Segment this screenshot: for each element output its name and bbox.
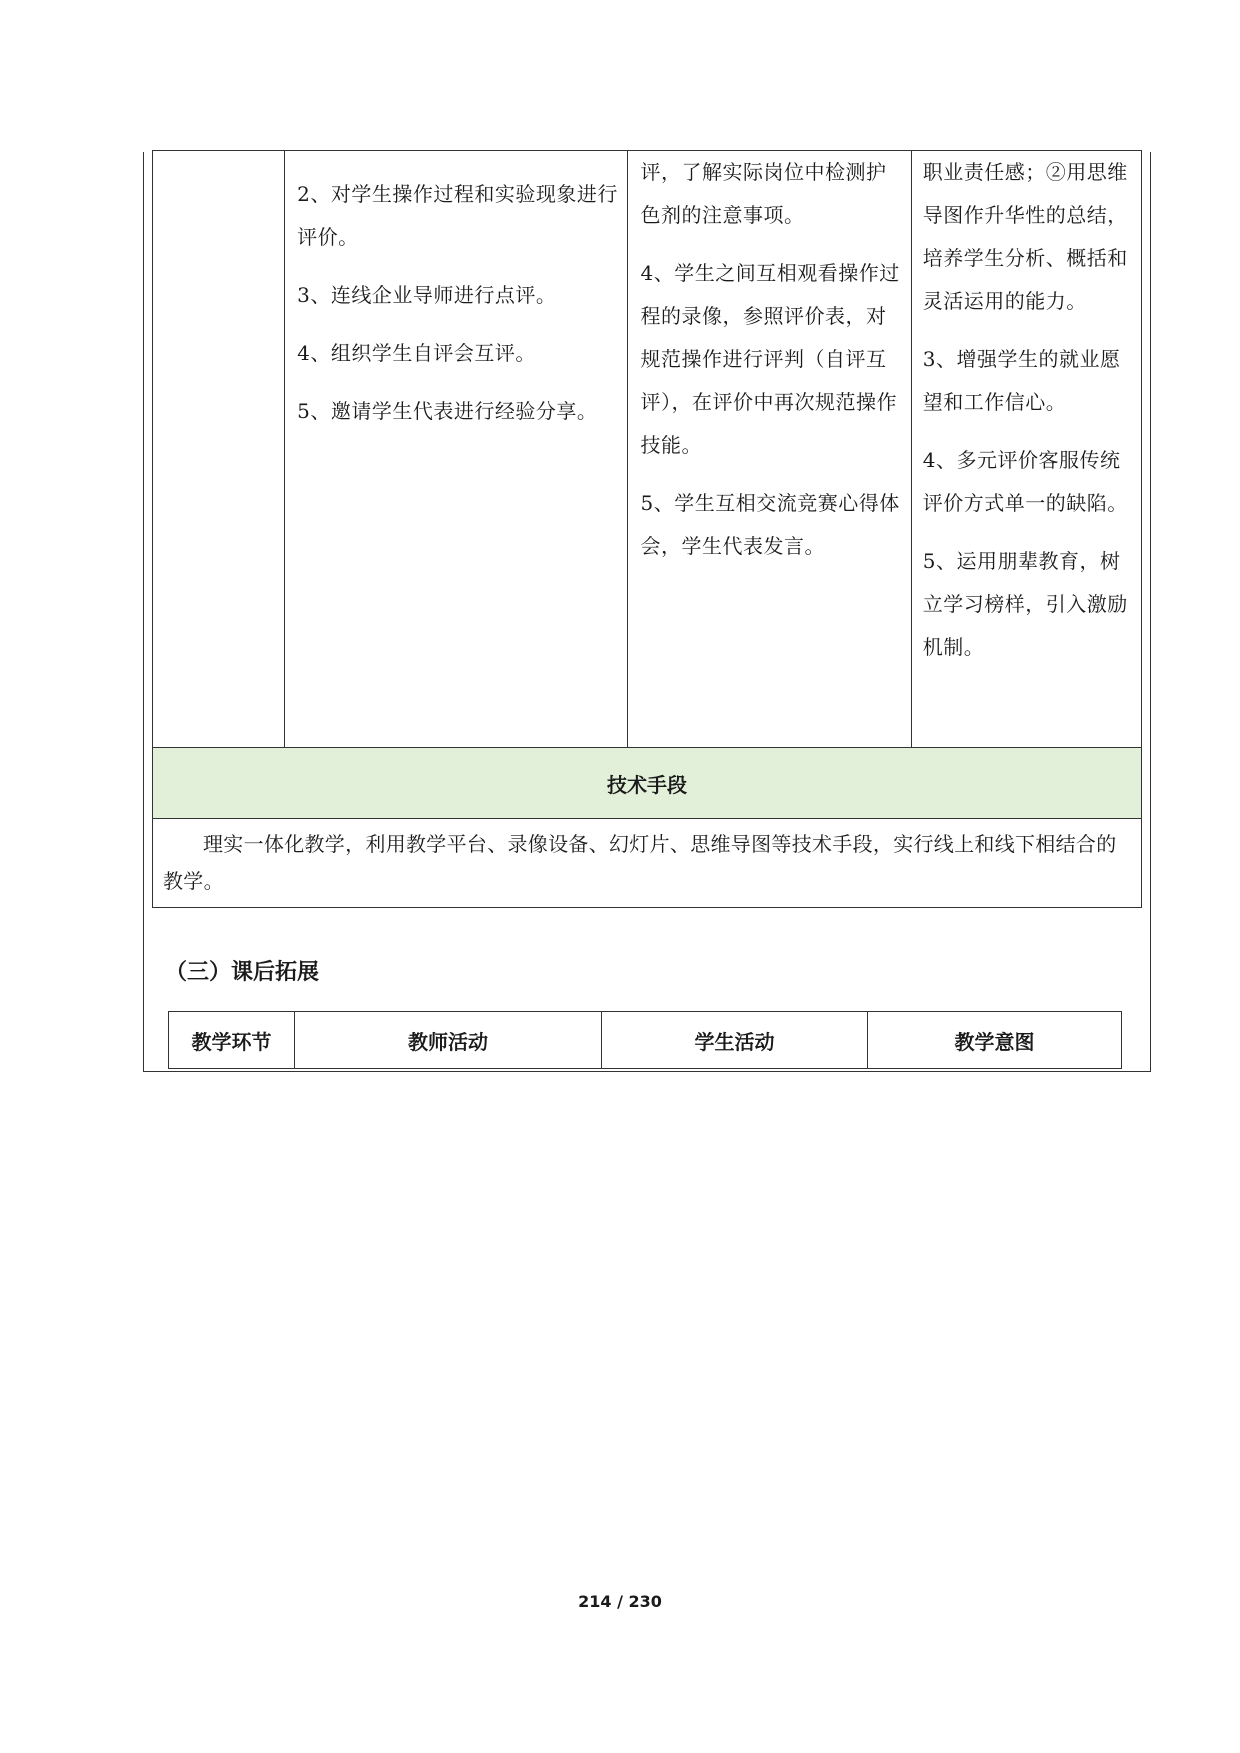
tech-header-row bbox=[153, 748, 1142, 819]
student-item: 4、学生之间互相观看操作过程的录像，参照评价表，对规范操作进行评判（自评互评），在评价中再次规范操作技能。 bbox=[640, 261, 900, 457]
extension-table bbox=[168, 1011, 1122, 1069]
student-item: 5、学生互相交流竞赛心得体会，学生代表发言。 bbox=[640, 491, 900, 558]
activities-row bbox=[153, 151, 1142, 748]
section-title: （三）课后拓展 bbox=[165, 960, 320, 985]
header-teacher-activity: 教师活动 bbox=[295, 1012, 602, 1069]
tech-body-text: 理实一体化教学，利用教学平台、录像设备、幻灯片、思维导图等技术手段，实行线上和线下相结合的教学。 bbox=[163, 832, 1117, 893]
student-activity-cell bbox=[628, 151, 911, 748]
teacher-item: 4、组织学生自评会互评。 bbox=[297, 341, 536, 365]
tech-body-row bbox=[153, 819, 1142, 908]
intent-item: 3、增强学生的就业愿望和工作信心。 bbox=[922, 347, 1121, 414]
tech-body-cell bbox=[153, 819, 1142, 908]
intent-item: 4、多元评价客服传统评价方式单一的缺陷。 bbox=[922, 448, 1128, 515]
page-frame-right bbox=[1150, 152, 1151, 1072]
header-student-activity: 学生活动 bbox=[602, 1012, 868, 1069]
page-frame-left bbox=[143, 152, 144, 1072]
student-item: 评，了解实际岗位中检测护色剂的注意事项。 bbox=[640, 160, 887, 227]
extension-header-row bbox=[169, 1012, 1122, 1069]
teacher-item: 2、对学生操作过程和实验现象进行评价。 bbox=[297, 182, 618, 249]
teacher-item: 3、连线企业导师进行点评。 bbox=[297, 283, 557, 307]
stage-cell bbox=[153, 151, 285, 748]
page-frame-bottom bbox=[143, 1071, 1151, 1072]
lesson-table bbox=[152, 150, 1142, 908]
header-teaching-intent: 教学意图 bbox=[868, 1012, 1122, 1069]
teacher-item: 5、邀请学生代表进行经验分享。 bbox=[297, 399, 598, 423]
teacher-activity-cell bbox=[285, 151, 628, 748]
tech-header: 技术手段 bbox=[153, 748, 1142, 819]
intent-item: 职业责任感；②用思维导图作升华性的总结，培养学生分析、概括和灵活运用的能力。 bbox=[922, 160, 1128, 313]
teaching-intent-cell bbox=[911, 151, 1141, 748]
page-number: 214 / 230 bbox=[578, 1592, 662, 1611]
header-stage: 教学环节 bbox=[169, 1012, 295, 1069]
intent-item: 5、运用朋辈教育，树立学习榜样，引入激励机制。 bbox=[922, 549, 1128, 659]
